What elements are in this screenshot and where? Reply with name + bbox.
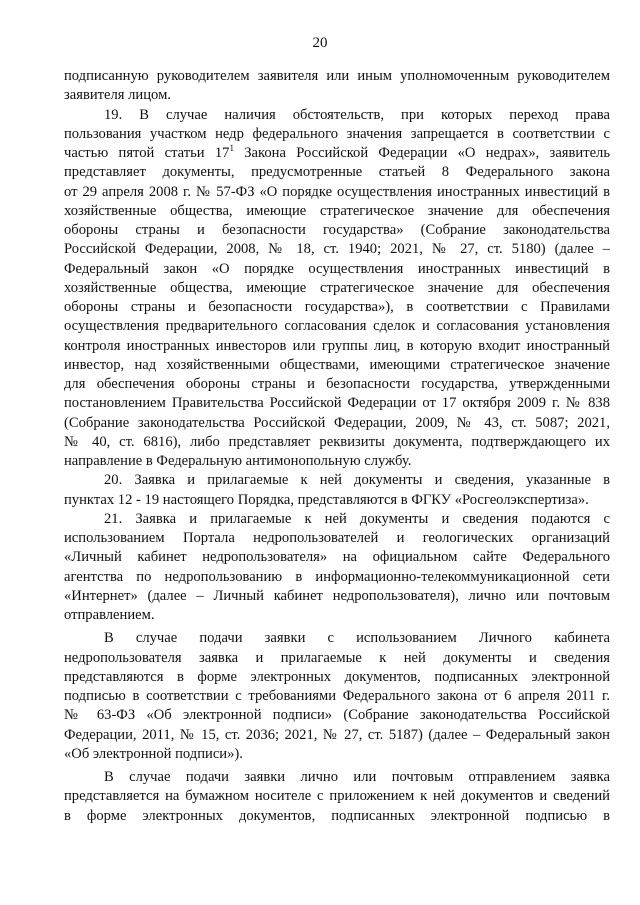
text-line: Федеральный закон «О порядке осуществления иностранных инвестиций в	[64, 260, 610, 277]
text-line: В случае подачи заявки лично или почтовым отправлением заявка	[104, 769, 610, 785]
text-line: контроля иностранных инвесторов или группы лиц, в которую входит иностранный	[64, 337, 610, 354]
text-line: представляет документы, предусмотренные статьей 8 Федерального закона	[64, 164, 610, 181]
text-line: «Личный кабинет недропользователя» на официальном сайте Федерального	[64, 549, 610, 566]
text-line: для обеспечения обороны страны и безопасности государства, утвержденными	[64, 376, 610, 392]
text-line: Федерации, 2011, № 15, ст. 2036; 2021, № 27, ст. 5187) (далее – Федеральный закон	[64, 726, 610, 743]
text-line: «Об электронной подписи»).	[64, 745, 243, 762]
text-line: представляются в форме электронных документов, подписанных электронной	[64, 668, 610, 685]
text-line: направление в Федеральную антимонопольную службу.	[64, 453, 412, 469]
text-line: подписанную руководителем заявителя или иным уполномоченным руководителем	[64, 68, 610, 84]
text-line: представляется на бумажном носителе с приложением к ней документов и сведений	[64, 788, 610, 805]
text-line: подписью в соответствии с требованиями Федерального закона от 6 апреля 2011 г.	[64, 688, 610, 704]
superscript: 1	[229, 144, 234, 154]
text-line: «Интернет» (далее – Личный кабинет недропользователя), лично или почтовым	[64, 587, 610, 604]
text-line: (Собрание законодательства Российской Федерации, 2009, № 43, ст. 5087; 2021,	[64, 414, 610, 431]
text-line: недропользователя заявка и прилагаемые к ней документы и сведения	[64, 649, 610, 666]
text-line: хозяйственные общества, имеющие стратегическое значение для обеспечения	[64, 279, 610, 296]
text-line: В случае подачи заявки с использованием Личного кабинета	[104, 630, 610, 647]
text-line: использованием Портала недропользователей и геологических организаций	[64, 530, 610, 546]
text-line: агентства по недропользованию в информационно-телекоммуникационной сети	[64, 568, 610, 585]
text-line: от 29 апреля 2008 г. № 57-ФЗ «О порядке осуществления иностранных инвестиций в	[64, 183, 610, 200]
text-line: пунктах 12 - 19 настоящего Порядка, представляются в ФГКУ «Росгеолэкспертиза».	[64, 491, 589, 508]
text-line: 21. Заявка и прилагаемые к ней документы и сведения подаются с	[104, 510, 610, 527]
text-line: отправлением.	[64, 607, 155, 623]
text-line: инвестор, над хозяйственными обществами, имеющими стратегическое значение	[64, 356, 610, 373]
text-line: частью пятой статьи $17^1$ Закона Российской Федерации «О недрах», заявитель	[64, 144, 610, 161]
text-line: постановлением Правительства Российской Федерации от 17 октября 2009 г. № 838	[64, 395, 610, 412]
text-line: пользования участком недр федерального значения запрещается в соответствии с	[64, 125, 610, 142]
text-line: Российской Федерации, 2008, № 18, ст. 1940; 2021, № 27, ст. 5180) (далее –	[64, 241, 610, 258]
text-line: осуществления предварительного согласования сделок и согласования установления	[64, 318, 610, 335]
text-line: № 40, ст. 6816), либо представляет реквизиты документа, подтверждающего их	[64, 433, 610, 450]
text-line: 19. В случае наличия обстоятельств, при которых переход права	[104, 106, 610, 123]
text-line: обороны страны и безопасности государства» (Собрание законодательства	[64, 222, 610, 238]
text-line: № 63-ФЗ «Об электронной подписи» (Собрание законодательства Российской	[64, 707, 610, 724]
text-line: заявителя лицом.	[64, 87, 171, 104]
body-text	[64, 67, 610, 826]
text-line: 20. Заявка и прилагаемые к ней документы и сведения, указанные в	[104, 472, 610, 489]
page-number: 20	[312, 35, 328, 51]
text-line: хозяйственные общества, имеющие стратегическое значение для обеспечения	[64, 202, 610, 219]
text-line: в форме электронных документов, подписанных электронной подписью в	[64, 807, 610, 824]
text-line: обороны страны и безопасности государства»), в соответствии с Правилами	[64, 299, 610, 315]
